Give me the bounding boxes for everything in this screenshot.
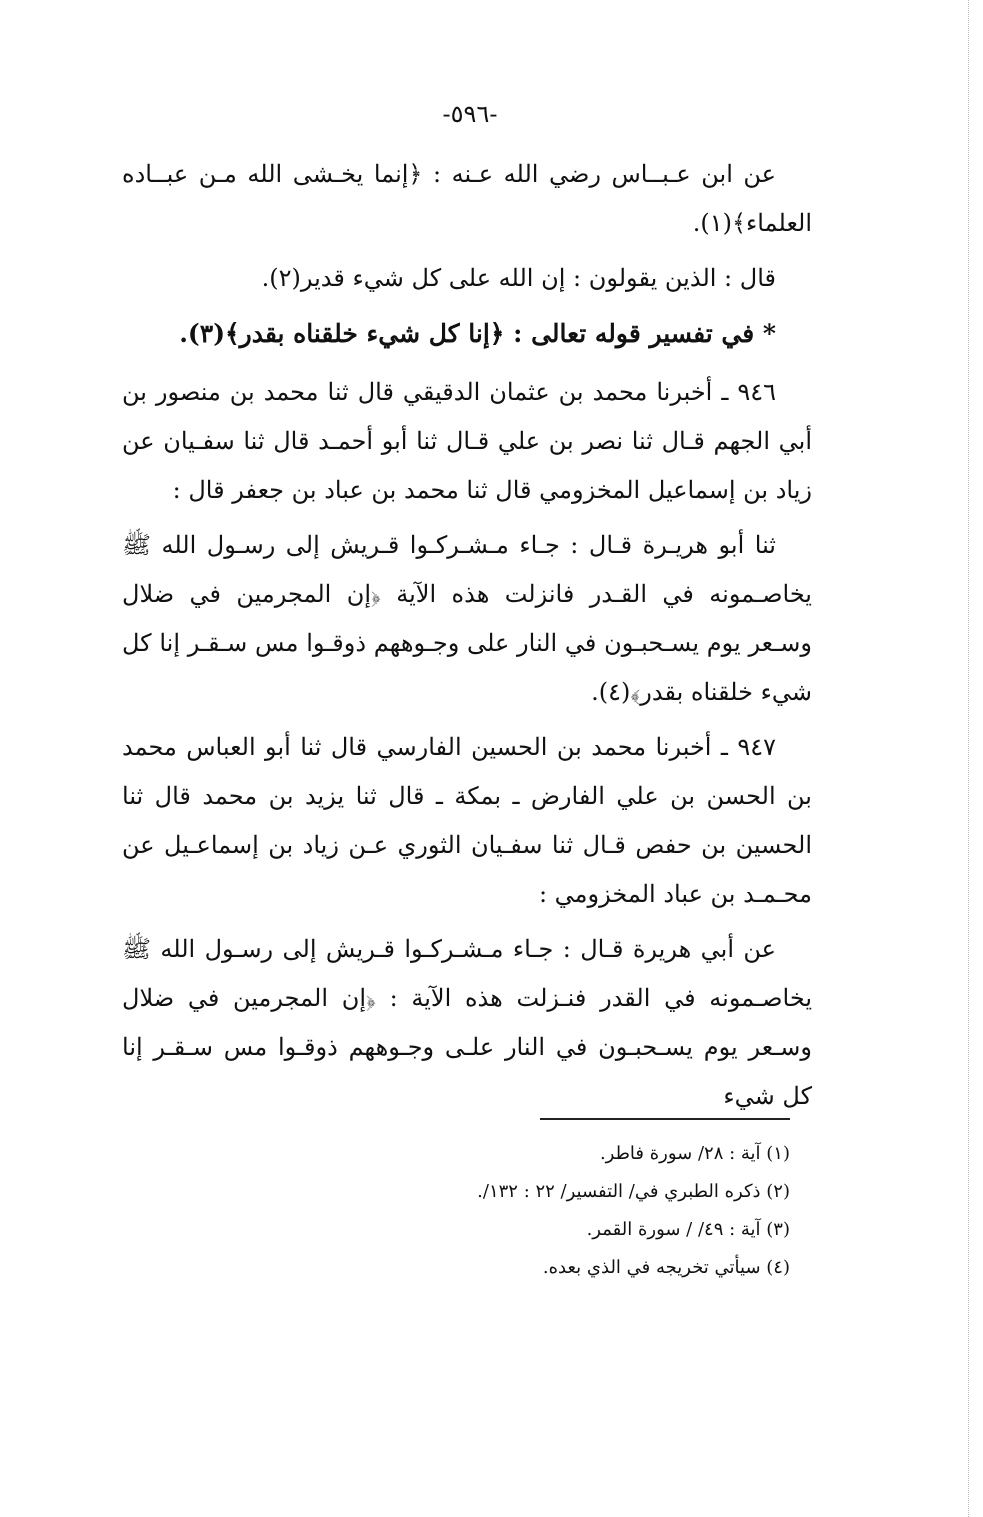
footnote-4: (٤) سيأتي تخريجه في الذي بعده. xyxy=(542,1257,790,1278)
paragraph-hadith-946-matn: ثنا أبو هريـرة قـال : جـاء مـشـركـوا قـريش إلى رسـول الله ﷺ يخاصـمونه في القـدر فانزلت هذه الآية ﴿إن المجرمين في ضلال وسـعر يوم يسـحبـون في النار على وجـوههم ذوقـوا مس سـقـر إنا كل شيء خلقناه بقدر﴾(٤). xyxy=(122,531,812,706)
paragraph-hadith-947-matn: عن أبي هريرة قـال : جـاء مـشـركـوا قـريش إلى رسـول الله ﷺ يخاصـمونه في القدر فنـزلت هذه الآية : ﴿إن المجرمين في ضلال وسـعر يوم يسـحبـون في النار علـى وجـوههم ذوقـوا مس سـقـر إنا كل شيء xyxy=(122,935,812,1110)
paragraph-qala: قال : الذين يقولون : إن الله على كل شيء قدير(٢). xyxy=(261,264,776,292)
footnote-2: (٢) ذكره الطبري في/ التفسير/ ٢٢ : ١٣٢/. xyxy=(477,1181,790,1202)
paragraph-hadith-947-isnad: ٩٤٧ ـ أخبرنا محمد بن الحسين الفارسي قال ثنا أبو العباس محمد بن الحسن بن علي الفارض ـ بمكة ـ قال ثنا يزيد بن محمد قال ثنا الحسين بن حفص قـال ثنا سفـيان الثوري عـن زياد بن إسماعـيل عن محـمـد بن عباد المخزومي : xyxy=(122,733,812,908)
footnote-1: (١) آية : ٢٨/ سورة فاطر. xyxy=(599,1143,790,1164)
section-heading: * في تفسير قوله تعالى : ﴿إنا كل شيء خلقناه بقدر﴾(٣). xyxy=(179,319,776,348)
footnote-3: (٣) آية : ٤٩/ / سورة القمر. xyxy=(586,1219,790,1240)
paragraph-ibn-abbas: عن ابن عـبــاس رضي الله عـنه : ﴿إنما يخـشى الله مـن عبــاده العلماء﴾(١). xyxy=(122,160,812,237)
paragraph-hadith-946-isnad: ٩٤٦ ـ أخبرنا محمد بن عثمان الدقيقي قال ثنا محمد بن منصور بن أبي الجهم قـال ثنا نصر بن علي قـال ثنا أبو أحمـد قال ثنا سفـيان عن زياد بن إسماعيل المخزومي قال ثنا محمد بن عباد بن جعفر قال : xyxy=(122,378,812,504)
page-number: -٥٩٦- xyxy=(442,100,498,128)
footnote-divider xyxy=(540,1118,790,1120)
footnotes xyxy=(380,1135,790,1287)
main-text xyxy=(122,150,812,1127)
page-edge-line xyxy=(967,0,969,1517)
